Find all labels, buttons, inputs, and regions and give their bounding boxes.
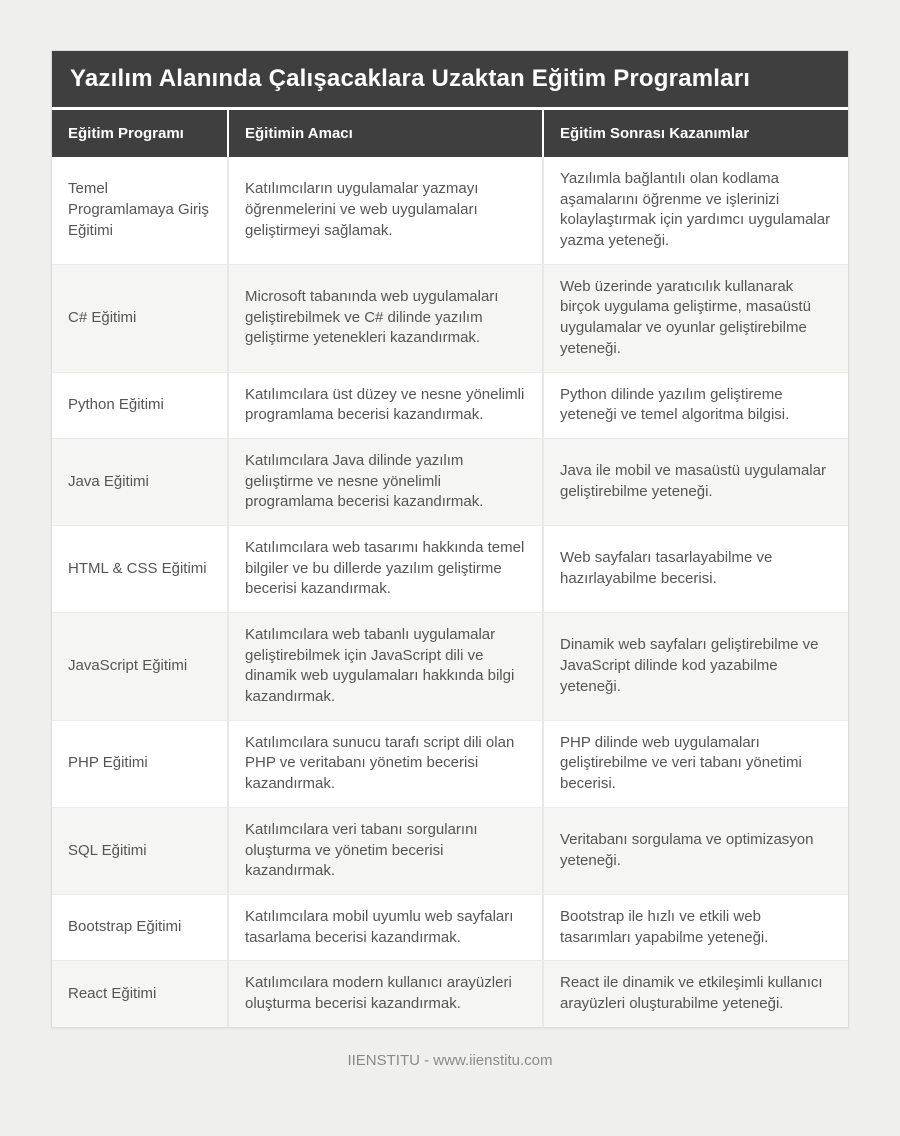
cell-purpose: Katılımcılara Java dilinde yazılım geliıştirme ve nesne yönelimli programlama becerisi kazandırmak. (227, 439, 542, 525)
cell-outcome: React ile dinamik ve etkileşimli kullanıcı arayüzleri oluşturabilme yeteneği. (542, 961, 848, 1026)
cell-outcome: Java ile mobil ve masaüstü uygulamalar geliştirebilme yeteneği. (542, 439, 848, 525)
column-header-program: Eğitim Programı (68, 125, 184, 142)
table-row (52, 372, 848, 438)
cell-outcome: Bootstrap ile hızlı ve etkili web tasarımları yapabilme yeteneği. (542, 895, 848, 960)
cell-outcome: Yazılımla bağlantılı olan kodlama aşamalarını öğrenme ve işlerinizi kolaylaştırmak için yardımcı uygulamalar yazma yeteneği. (542, 157, 848, 264)
column-header-purpose: Eğitimin Amacı (227, 110, 542, 157)
cell-outcome: Web sayfaları tasarlayabilme ve hazırlayabilme becerisi. (542, 526, 848, 612)
cell-purpose: Katılımcılara sunucu tarafı script dili olan PHP ve veritabanı yönetim becerisi kazandırmak. (227, 721, 542, 807)
cell-outcome: Web üzerinde yaratıcılık kullanarak birçok uygulama geliştirme, masaüstü uygulamalar ve oyunlar geliştirebilme yeteneği. (542, 265, 848, 372)
table-body (52, 157, 848, 1027)
table-row (52, 807, 848, 894)
column-header-outcomes: Eğitim Sonrası Kazanımlar (542, 110, 848, 157)
cell-program: HTML & CSS Eğitimi (68, 559, 207, 577)
cell-program: SQL Eğitimi (68, 841, 147, 859)
cell-program: React Eğitimi (68, 984, 157, 1002)
table-title: Yazılım Alanında Çalışacaklara Uzaktan Eğitim Programları (52, 51, 848, 110)
table-row (52, 720, 848, 807)
cell-purpose: Microsoft tabanında web uygulamaları geliştirebilmek ve C# dilinde yazılım geliştirme yetenekleri kazandırmak. (227, 265, 542, 372)
cell-outcome: PHP dilinde web uygulamaları geliştirebilme ve veri tabanı yönetimi becerisi. (542, 721, 848, 807)
table-row (52, 157, 848, 264)
cell-purpose: Katılımcılara web tabanlı uygulamalar geliştirebilmek için JavaScript dili ve dinamik web uygulamaları hakkında bilgi kazandırmak. (227, 613, 542, 720)
cell-program: PHP Eğitimi (68, 754, 148, 772)
table-row (52, 438, 848, 525)
table-row (52, 960, 848, 1026)
cell-purpose: Katılımcıların uygulamalar yazmayı öğrenmelerini ve web uygulamaları geliştirmeyi sağlamak. (227, 157, 542, 264)
cell-outcome: Dinamik web sayfaları geliştirebilme ve JavaScript dilinde kod yazabilme yeteneği. (542, 613, 848, 720)
cell-purpose: Katılımcılara mobil uyumlu web sayfaları tasarlama becerisi kazandırmak. (227, 895, 542, 960)
footer-credit: IIENSTITU - www.iienstitu.com (347, 1051, 553, 1069)
cell-program: Bootstrap Eğitimi (68, 918, 182, 936)
cell-program: JavaScript Eğitimi (68, 657, 188, 675)
table-row (52, 525, 848, 612)
cell-program: Temel Programlamaya Giriş Eğitimi (68, 180, 209, 239)
table-row (52, 612, 848, 720)
cell-outcome: Python dilinde yazılım geliştireme yeteneği ve temel algoritma bilgisi. (542, 373, 848, 438)
table-row (52, 894, 848, 960)
cell-outcome: Veritabanı sorgulama ve optimizasyon yeteneği. (542, 808, 848, 894)
cell-purpose: Katılımcılara üst düzey ve nesne yönelimli programlama becerisi kazandırmak. (227, 373, 542, 438)
education-programs-table-card (51, 50, 849, 1028)
cell-purpose: Katılımcılara veri tabanı sorgularını oluşturma ve yönetim becerisi kazandırmak. (227, 808, 542, 894)
cell-purpose: Katılımcılara modern kullanıcı arayüzleri oluşturma becerisi kazandırmak. (227, 961, 542, 1026)
cell-program: Java Eğitimi (68, 472, 149, 490)
cell-program: C# Eğitimi (68, 308, 137, 326)
cell-purpose: Katılımcılara web tasarımı hakkında temel bilgiler ve bu dillerde yazılım geliştirme becerisi kazandırmak. (227, 526, 542, 612)
cell-program: Python Eğitimi (68, 395, 164, 413)
table-header-row (52, 110, 848, 157)
table-row (52, 264, 848, 372)
